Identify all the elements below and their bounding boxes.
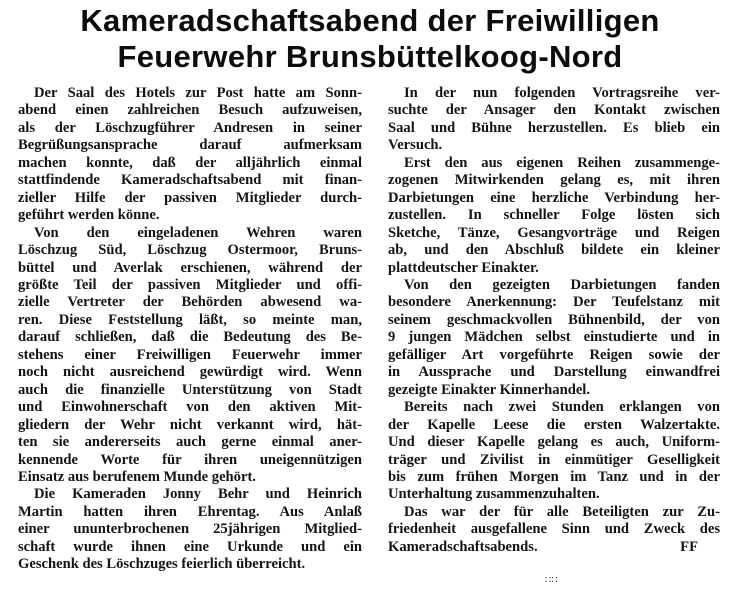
text-line: zustellen. In schneller Folge lösten sich: [388, 207, 720, 224]
text-line: suchte der Ansager den Kontakt zwischen: [388, 102, 720, 119]
text-line: in Aussprache und Darstellung einwandfrei: [388, 364, 720, 381]
text-line: seinem geschmackvollen Bühnenbild, der von: [388, 311, 720, 328]
paragraph: [18, 225, 362, 487]
paragraph: [388, 399, 720, 504]
paragraph: [388, 155, 720, 277]
text-line: kennende Worte für ihren uneigennützigen: [18, 451, 362, 468]
text-line: größte Teil der passiven Mitglieder und offi-: [18, 276, 362, 293]
text-line: 9 jungen Mädchen selbst einstudierte und in: [388, 329, 720, 346]
text-line: zogenen Mitwirkenden gelang es, mit ihren: [388, 172, 720, 189]
text-line: machen konnte, daß der alljährlich einmal: [18, 154, 362, 171]
text-line: Kameradschaftsabends. FF: [388, 538, 698, 555]
text-line: Saal und Bühne herzustellen. Es blieb ein: [388, 119, 720, 136]
text-line: Die Kameraden Jonny Behr und Heinrich: [34, 486, 362, 503]
text-line: ren. Diese Feststellung läßt, so meinte man,: [18, 311, 362, 328]
article-column-2: [388, 85, 720, 556]
text-line: Von den gezeigten Darbietungen fanden: [404, 276, 720, 293]
paragraph: [388, 504, 720, 556]
headline-line-2: Feuerwehr Brunsbüttelkoog-Nord: [117, 39, 623, 74]
paragraph: [388, 277, 720, 399]
text-line: ten sie andererseits auch gerne einmal aner-: [18, 434, 362, 451]
text-line: Das war der für alle Beteiligten zur Zu-: [404, 503, 720, 520]
text-line: büttel und Averlak erschienen, während der: [18, 259, 362, 276]
text-line: gezeigte Einakter Kinnerhandel.: [388, 381, 591, 398]
text-line: gefälliger Art vorgeführte Reigen sowie der: [388, 346, 720, 363]
text-line: Von den eingeladenen Wehren waren: [34, 224, 362, 241]
text-line: Einsatz aus berufenem Munde gehört.: [18, 468, 256, 485]
text-line: Sketche, Tänze, Gesangvorträge und Reigen: [388, 224, 720, 241]
paragraph: [18, 85, 362, 225]
paragraph: [18, 486, 362, 573]
text-line: Und dieser Kapelle gelang es auch, Uniform-: [388, 434, 720, 451]
text-line: ab, und den Abschluß bildete ein kleiner: [388, 242, 720, 259]
text-line: Der Saal des Hotels zur Post hatte am Sonn-: [34, 85, 362, 101]
text-line: schaft wurde ihnen eine Urkunde und ein: [18, 538, 362, 555]
text-line: zieller Hilfe der passiven Mitglieder durch-: [18, 189, 362, 206]
text-line: Begrüßungsansprache darauf aufmerksam: [18, 137, 362, 154]
text-line: gliedern der Wehr nicht verkannt wird, hät-: [18, 416, 362, 433]
text-line: stehens einer Freiwilligen Feuerwehr immer: [18, 346, 362, 363]
text-line: einer ununterbrochenen 25jährigen Mitglied-: [18, 521, 362, 538]
text-line: noch nicht ausreichend gewürdigt wird. Wenn: [18, 364, 362, 381]
text-line: plattdeutscher Einakter.: [388, 259, 539, 276]
text-line: darauf schließen, daß die Bedeutung des Be-: [18, 329, 362, 346]
text-line: In der nun folgenden Vortragsreihe ver-: [404, 85, 720, 101]
paragraph: [388, 85, 720, 155]
text-line: friedenheit ausgefallene Sinn und Zweck des: [388, 521, 720, 538]
text-line: besondere Anerkennung: Der Teufelstanz mit: [388, 294, 720, 311]
article-column-1: [18, 85, 362, 574]
text-line: Erst den aus eigenen Reihen zusammenge-: [404, 154, 720, 171]
text-line: Darbietungen eine herzliche Verbindung her-: [388, 189, 720, 206]
text-line: bis zum frühen Morgen im Tanz und in der: [388, 468, 720, 485]
text-line: und Einwohnerschaft von den aktiven Mit-: [18, 399, 362, 416]
headline-line-1: Kameradschaftsabend der Freiwilligen: [80, 3, 660, 38]
text-line: zielle Vertreter der Behörden abwesend wa-: [18, 294, 362, 311]
author-signature: FF: [680, 538, 698, 555]
text-line: Unterhaltung zusammenzuhalten.: [388, 486, 600, 503]
text-line: Bereits nach zwei Stunden erklangen von: [404, 399, 720, 416]
end-ornament: ∷∷: [545, 575, 558, 586]
text-line: träger und Zivilist in einmütiger Geselligkeit: [388, 451, 720, 468]
text-line: abend einen zahlreichen Besuch aufzuweisen,: [18, 102, 362, 119]
text-line: Versuch.: [388, 137, 443, 154]
text-line: Geschenk des Löschzuges feierlich überreicht.: [18, 556, 306, 573]
text-line: der Kapelle Leese die ersten Walzertakte.: [388, 416, 720, 433]
text-line: geführt werden könne.: [18, 207, 160, 224]
text-line: als der Löschzugführer Andresen in seiner: [18, 119, 362, 136]
text-line: auch die finanzielle Unterstützung von Stadt: [18, 381, 362, 398]
text-line: stattfindende Kameradschaftsabend mit finan-: [18, 172, 362, 189]
text-line: Martin hatten ihren Ehrentag. Aus Anlaß: [18, 503, 362, 520]
text-line: Löschzug Süd, Löschzug Ostermoor, Bruns-: [18, 242, 362, 259]
